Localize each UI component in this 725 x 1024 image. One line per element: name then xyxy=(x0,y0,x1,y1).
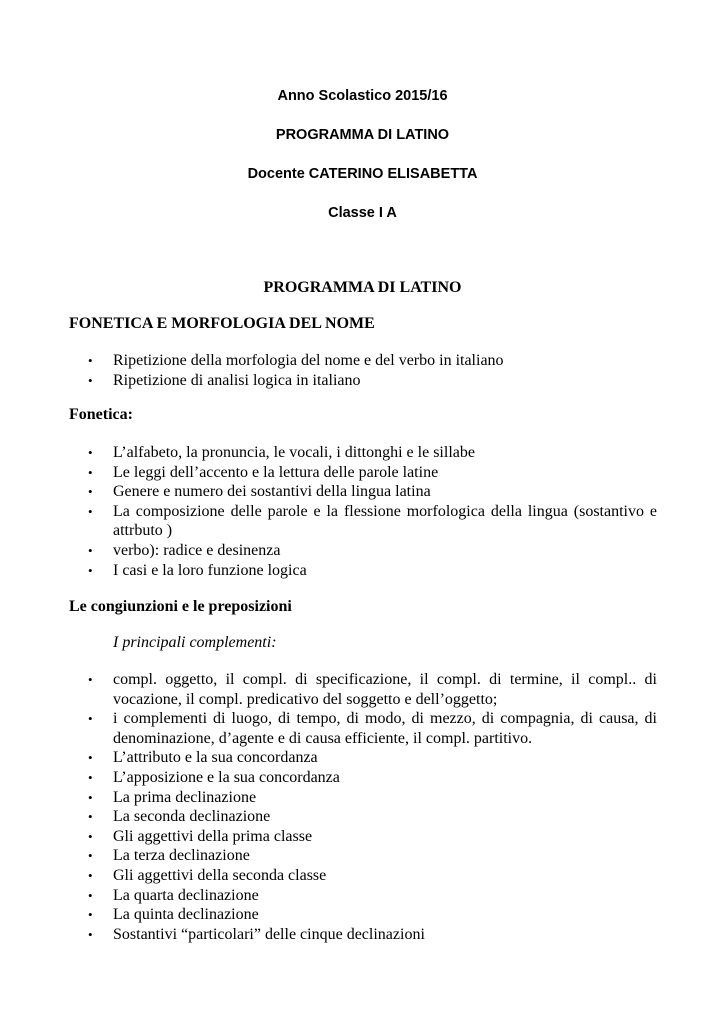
list-item: • Ripetizione della morfologia del nome e del verbo in italiano xyxy=(88,352,504,369)
list-item: • La seconda declinazione xyxy=(88,808,271,826)
section2-list xyxy=(69,443,657,580)
list-item: • Gli aggettivi della seconda classe xyxy=(88,866,327,884)
list-item: • I casi e la loro funzione logica xyxy=(88,561,307,579)
list-item: • Le leggi dell’accento e la lettura delle parole latine xyxy=(88,463,439,481)
section-subtitle-complementi: I principali complementi: xyxy=(113,634,277,651)
bullet-icon: • xyxy=(88,711,93,727)
bullet-icon: • xyxy=(88,445,93,460)
bullet-icon: • xyxy=(88,887,93,903)
teacher-name: Docente CATERINO ELISABETTA xyxy=(247,166,478,182)
list-item: • L’attributo e la sua concordanza xyxy=(88,749,318,767)
bullet-icon: • xyxy=(88,484,93,500)
bullet-icon: • xyxy=(88,353,93,368)
list-item: • La terza declinazione xyxy=(88,847,250,865)
bullet-icon: • xyxy=(88,372,93,388)
list-item: • Genere e numero dei sostantivi della lingua latina xyxy=(88,483,431,501)
list-item: • Sostantivi “particolari” delle cinque declinazioni xyxy=(88,925,425,943)
list-item: • La quinta declinazione xyxy=(88,906,259,924)
class-name: Classe I A xyxy=(328,205,397,221)
school-year: Anno Scolastico 2015/16 xyxy=(277,88,448,104)
bullet-icon: • xyxy=(88,672,93,687)
section1-list xyxy=(69,351,657,390)
bullet-icon: • xyxy=(88,809,93,825)
list-item: • Ripetizione di analisi logica in italiano xyxy=(88,371,361,389)
program-heading: PROGRAMMA DI LATINO xyxy=(275,127,450,143)
bullet-icon: • xyxy=(88,926,93,942)
bullet-icon: • xyxy=(88,828,93,844)
bullet-icon: • xyxy=(88,867,93,883)
section3-list xyxy=(69,670,657,944)
bullet-icon: • xyxy=(88,769,93,785)
list-item: • compl. oggetto, il compl. di specificazione, il compl. di termine, il compl.. di vocazione, il compl. predicativo del soggetto e dell’oggetto; xyxy=(88,671,657,708)
list-item: • i complementi di luogo, di tempo, di modo, di mezzo, di compagnia, di causa, di denominazione, d’agente e di causa efficiente, il compl. partitivo. xyxy=(88,710,657,747)
page-title: PROGRAMMA DI LATINO xyxy=(263,279,462,296)
bullet-icon: • xyxy=(88,789,93,805)
list-item: • L’alfabeto, la pronuncia, le vocali, i dittonghi e le sillabe xyxy=(88,444,475,461)
bullet-icon: • xyxy=(88,464,93,480)
section-title-fonetica-morfologia: FONETICA E MORFOLOGIA DEL NOME xyxy=(69,315,375,332)
section-title-congiunzioni: Le congiunzioni e le preposizioni xyxy=(69,598,292,615)
bullet-icon: • xyxy=(88,907,93,923)
list-item: • L’apposizione e la sua concordanza xyxy=(88,768,340,786)
bullet-icon: • xyxy=(88,848,93,864)
bullet-icon: • xyxy=(88,562,93,578)
bullet-icon: • xyxy=(88,503,93,519)
list-item: • La quarta declinazione xyxy=(88,886,259,904)
list-item: • Gli aggettivi della prima classe xyxy=(88,827,313,845)
bullet-icon: • xyxy=(88,750,93,766)
section-title-fonetica: Fonetica: xyxy=(69,406,133,423)
list-item: • La composizione delle parole e la flessione morfologica della lingua (sostantivo e attrbuto ) xyxy=(88,502,657,540)
bullet-icon: • xyxy=(88,542,93,558)
list-item: • verbo): radice e desinenza xyxy=(88,541,281,559)
list-item: • La prima declinazione xyxy=(88,788,257,806)
